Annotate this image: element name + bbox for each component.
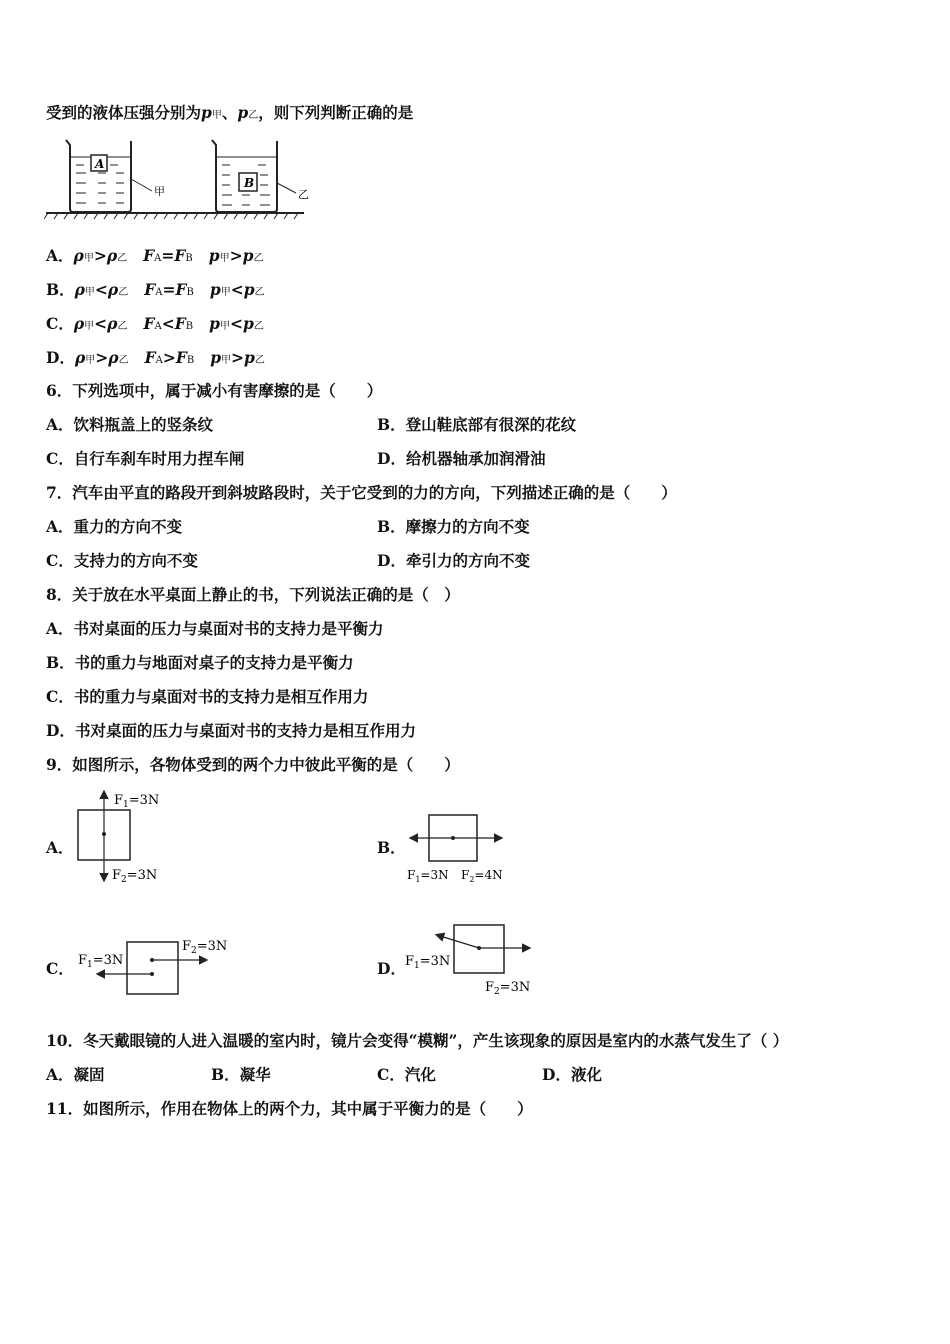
svg-text:F2=3N: $F_2=3N$ <box>182 939 228 956</box>
svg-text:F2=4N: $F_2=4N$ <box>461 868 503 884</box>
force-symbol: F <box>174 314 186 333</box>
block-b-label: B <box>244 176 255 190</box>
beaker-figure <box>44 135 324 225</box>
force-relation: < <box>161 314 175 333</box>
option-letter: D． <box>46 348 75 367</box>
pressure-relation: < <box>230 280 244 299</box>
p-symbol: p <box>209 280 221 299</box>
force-symbol: F <box>175 348 187 367</box>
p-symbol: p <box>208 246 220 265</box>
force-symbol: F <box>144 280 156 299</box>
q5-option-a[interactable] <box>46 246 263 269</box>
q8-stem: 8．关于放在水平桌面上静止的书，下列说法正确的是（ ） <box>46 585 460 604</box>
rho-symbol: ρ <box>73 246 84 265</box>
sub-jia: 甲 <box>221 355 232 366</box>
q9-option-c[interactable]: C． <box>46 959 74 978</box>
sub-jia: 甲 <box>220 287 231 298</box>
p-symbol: p <box>209 314 220 333</box>
block-a-label: A <box>95 157 105 171</box>
sub-jia: 甲 <box>219 321 230 332</box>
sub-yi: 乙 <box>253 321 264 332</box>
q9-figure-c <box>76 932 236 1002</box>
q9-option-a[interactable]: A． <box>46 838 74 857</box>
sub-jia: 甲 <box>85 355 96 366</box>
q9-figure-b <box>405 805 515 890</box>
q9-figure-d <box>403 915 543 1000</box>
force-relation: = <box>162 280 176 299</box>
q6-option-a[interactable]: A．饮料瓶盖上的竖条纹 <box>46 415 214 434</box>
q9-option-d[interactable]: D． <box>377 959 406 978</box>
sub-jia: 甲 <box>211 110 222 121</box>
p-symbol: p <box>243 280 255 299</box>
separator: 、 <box>221 103 238 122</box>
force-symbol: F <box>143 246 155 265</box>
pressure-relation: < <box>229 314 243 333</box>
q7-stem: 7．汽车由平直的路段开到斜坡路段时，关于它受到的力的方向，下列描述正确的是（ ） <box>46 483 677 502</box>
q11-stem: 11．如图所示，作用在物体上的两个力，其中属于平衡力的是（ ） <box>46 1099 533 1118</box>
sub-yi: 乙 <box>248 110 259 121</box>
force-symbol: F <box>175 280 187 299</box>
rho-symbol: ρ <box>106 246 118 265</box>
q8-option-c[interactable]: C．书的重力与桌面对书的支持力是相互作用力 <box>46 687 369 706</box>
p-symbol: p <box>210 348 222 367</box>
q10-stem: 10．冬天戴眼镜的人进入温暖的室内时，镜片会变得“模糊”，产生该现象的原因是室内的水蒸气发生了（ ） <box>46 1031 789 1050</box>
rho-relation: < <box>94 314 108 333</box>
q10-option-c[interactable]: C．汽化 <box>377 1065 436 1084</box>
sub-jia: 甲 <box>84 287 95 298</box>
q6-option-c[interactable]: C．自行车刹车时用力捏车闸 <box>46 449 245 468</box>
sub-yi: 乙 <box>254 287 265 298</box>
sub-jia: 甲 <box>83 253 94 264</box>
q6-stem: 6．下列选项中，属于减小有害摩擦的是（ ） <box>46 381 383 400</box>
option-letter: A． <box>46 246 74 265</box>
force-symbol: F <box>143 314 155 333</box>
force-relation: = <box>161 246 175 265</box>
q5-stem <box>46 103 413 126</box>
sub-yi: 乙 <box>117 253 128 264</box>
q9-stem: 9．如图所示，各物体受到的两个力中彼此平衡的是（ ） <box>46 755 460 774</box>
q7-option-b[interactable]: B．摩擦力的方向不变 <box>377 517 530 536</box>
sub-yi: 乙 <box>254 355 265 366</box>
q8-option-d[interactable]: D．书对桌面的压力与桌面对书的支持力是相互作用力 <box>46 721 416 740</box>
q6-option-b[interactable]: B．登山鞋底部有很深的花纹 <box>377 415 577 434</box>
rho-symbol: ρ <box>74 280 85 299</box>
q5-stem-tail: ，则下列判断正确的是 <box>258 103 414 122</box>
sub-yi: 乙 <box>118 355 129 366</box>
sub-yi: 乙 <box>117 321 128 332</box>
sub-jia: 甲 <box>219 253 230 264</box>
q5-stem-lead: 受到的液体压强分别为 <box>46 103 202 122</box>
rho-relation: > <box>93 246 107 265</box>
rho-symbol: ρ <box>73 314 85 333</box>
rho-symbol: ρ <box>108 348 119 367</box>
option-letter: B． <box>46 280 75 299</box>
sub-b: B <box>185 253 193 264</box>
sub-yi: 乙 <box>118 287 129 298</box>
svg-text:F2=3N: $F_2=3N$ <box>112 868 158 885</box>
force-symbol: F <box>144 348 156 367</box>
p-symbol: p <box>244 348 255 367</box>
svg-text:F1=3N: $F_1=3N$ <box>114 793 160 810</box>
q10-option-b[interactable]: B．凝华 <box>211 1065 271 1084</box>
sub-yi: 乙 <box>253 253 264 264</box>
pressure-relation: > <box>229 246 243 265</box>
svg-text:F1=3N: $F_1=3N$ <box>405 954 451 971</box>
q9-option-b[interactable]: B． <box>377 838 406 857</box>
sub-b: B <box>186 355 195 366</box>
q8-option-a[interactable]: A．书对桌面的压力与桌面对书的支持力是平衡力 <box>46 619 384 638</box>
rho-symbol: ρ <box>107 314 118 333</box>
rho-relation: > <box>95 348 109 367</box>
sub-b: B <box>186 287 194 298</box>
p-symbol: p <box>201 103 212 122</box>
q9-figure-a <box>72 788 182 888</box>
liquid-jia-label: 甲 <box>154 185 165 198</box>
q5-option-c[interactable] <box>46 314 264 337</box>
sub-b: B <box>185 321 194 332</box>
q6-option-d[interactable]: D．给机器轴承加润滑油 <box>377 449 546 468</box>
sub-a: A <box>155 287 163 298</box>
sub-a: A <box>154 321 162 332</box>
p-symbol: p <box>237 103 249 122</box>
q10-option-d[interactable]: D．液化 <box>542 1065 602 1084</box>
pressure-relation: > <box>231 348 245 367</box>
svg-text:F1=3N: $F_1=3N$ <box>78 953 124 970</box>
rho-relation: < <box>94 280 108 299</box>
svg-text:F2=3N: $F_2=3N$ <box>485 980 531 997</box>
q7-option-c[interactable]: C．支持力的方向不变 <box>46 551 198 570</box>
p-symbol: p <box>242 246 254 265</box>
rho-symbol: ρ <box>74 348 86 367</box>
rho-symbol: ρ <box>107 280 119 299</box>
q7-option-a[interactable]: A．重力的方向不变 <box>46 517 183 536</box>
q5-option-b[interactable] <box>46 280 265 303</box>
sub-a: A <box>155 355 163 366</box>
svg-text:F1=3N: $F_1=3N$ <box>407 868 449 884</box>
force-relation: > <box>162 348 176 367</box>
option-letter: C． <box>46 314 74 333</box>
liquid-yi-label: 乙 <box>298 188 309 201</box>
force-symbol: F <box>174 246 186 265</box>
sub-a: A <box>154 253 162 264</box>
q7-option-d[interactable]: D．牵引力的方向不变 <box>377 551 530 570</box>
q5-option-d[interactable] <box>46 348 265 371</box>
p-symbol: p <box>242 314 254 333</box>
q10-option-a[interactable]: A．凝固 <box>46 1065 105 1084</box>
q8-option-b[interactable]: B．书的重力与地面对桌子的支持力是平衡力 <box>46 653 354 672</box>
sub-jia: 甲 <box>84 321 95 332</box>
